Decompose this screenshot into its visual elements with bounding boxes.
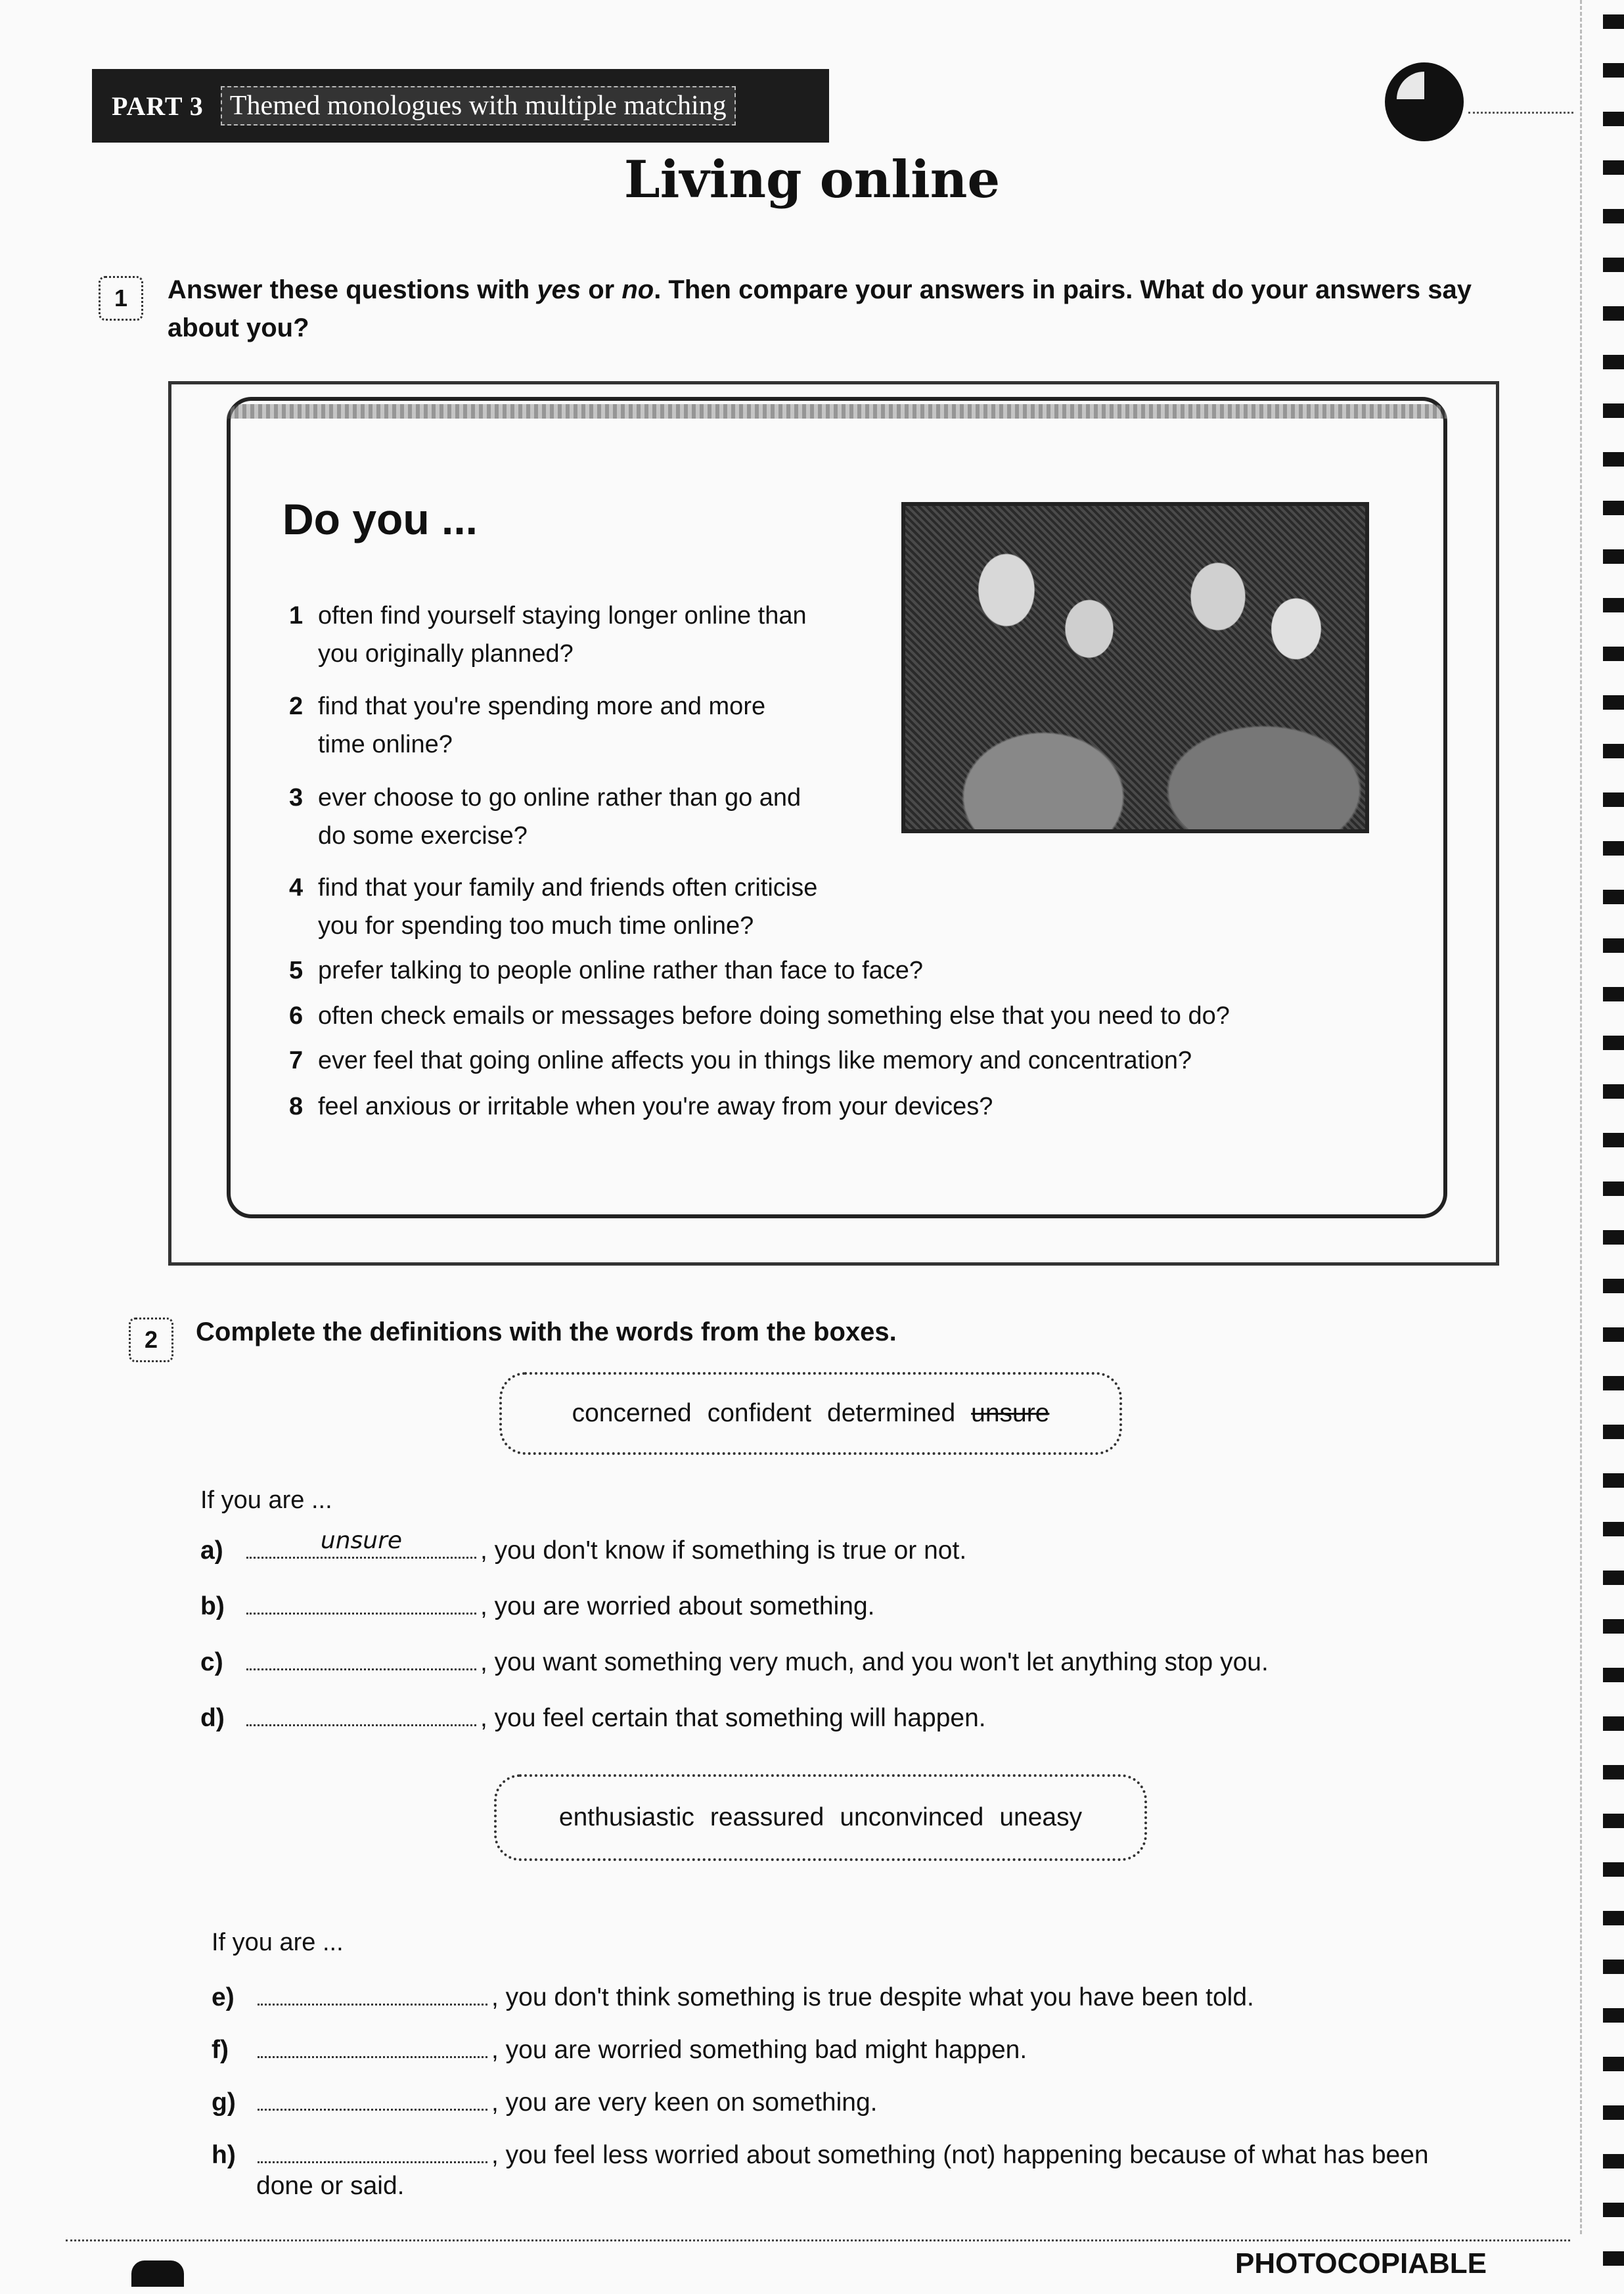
quiz-item-number: 8 — [289, 1093, 304, 1120]
photocopiable-label: PHOTOCOPIABLE — [1235, 2247, 1487, 2280]
quiz-frame-texture — [227, 404, 1447, 419]
quiz-item-2 — [289, 687, 765, 764]
answer-blank[interactable] — [258, 1975, 487, 2006]
quiz-item-number: 4 — [289, 874, 304, 902]
definition-h-continuation: done or said. — [256, 2172, 405, 2200]
quiz-item-text: find that your family and friends often criticise you for spending too much time online? — [318, 874, 818, 940]
quiz-item-4 — [289, 869, 817, 945]
part-label: PART 3 — [112, 91, 204, 121]
intro-1: If you are ... — [200, 1486, 332, 1514]
answer-blank[interactable] — [258, 2132, 487, 2163]
page-number-tab — [131, 2260, 184, 2287]
part-header — [92, 69, 829, 143]
answer-blank[interactable] — [246, 1695, 476, 1726]
definition-d — [200, 1695, 986, 1733]
answer-blank[interactable] — [246, 1528, 476, 1559]
part-subtitle: Themed monologues with multiple matching — [221, 86, 736, 126]
quiz-item-text: often check emails or messages before doing something else that you need to do? — [318, 1002, 1230, 1030]
answer-blank[interactable] — [246, 1640, 476, 1670]
definition-g — [212, 2080, 878, 2117]
intro-2: If you are ... — [212, 1929, 344, 1956]
quiz-item-text: find that you're spending more and more time online? — [318, 693, 766, 758]
quiz-item-number: 6 — [289, 1002, 304, 1030]
answer-blank[interactable] — [258, 2080, 487, 2111]
quiz-item-5 — [289, 952, 923, 990]
definition-text: , you are worried something bad might happen. — [491, 2036, 1027, 2064]
question-2-number: 2 — [129, 1318, 173, 1362]
word-option: unconvinced — [840, 1803, 984, 1831]
footer-dotted-rule — [66, 2239, 1570, 2241]
handwritten-answer: unsure — [320, 1527, 403, 1554]
word-option: concerned — [572, 1399, 692, 1427]
definition-b — [200, 1584, 875, 1621]
quiz-item-text: ever choose to go online rather than go and do some exercise? — [318, 784, 801, 850]
definition-letter: e) — [212, 1983, 235, 2011]
definition-text: , you don't know if something is true or not. — [480, 1536, 967, 1565]
quiz-item-text: prefer talking to people online rather than face to face? — [318, 957, 924, 984]
word-option: confident — [707, 1399, 812, 1427]
quiz-item-1 — [289, 597, 807, 673]
quiz-heading: Do you ... — [282, 495, 478, 543]
word-option: enthusiastic — [558, 1803, 694, 1831]
word-box-2 — [494, 1774, 1147, 1861]
answer-blank[interactable] — [246, 1584, 476, 1615]
quiz-item-number: 3 — [289, 784, 304, 812]
definition-letter: f) — [212, 2036, 229, 2064]
quiz-item-number: 1 — [289, 602, 304, 630]
word-option: unsure — [971, 1399, 1050, 1427]
quiz-item-text: feel anxious or irritable when you're away from your devices? — [318, 1093, 993, 1120]
clock-icon — [1385, 62, 1464, 141]
question-1-instruction — [168, 271, 1481, 347]
definition-letter: g) — [212, 2088, 236, 2117]
word-option: determined — [827, 1399, 956, 1427]
definition-text: , you feel less worried about something (not) happening because of what has been — [491, 2141, 1429, 2169]
definition-h — [212, 2132, 1429, 2170]
word-option: reassured — [710, 1803, 824, 1831]
definition-f — [212, 2027, 1027, 2065]
header-dotted-rule — [1468, 112, 1573, 114]
question-1-text: Answer these questions with yes or no. Then compare your answers in pairs. What do your answers say about you? — [168, 275, 1472, 342]
quiz-item-3 — [289, 779, 801, 855]
quiz-item-number: 2 — [289, 693, 304, 720]
definition-text: , you want something very much, and you won't let anything stop you. — [480, 1648, 1269, 1676]
definition-text: , you feel certain that something will happen. — [480, 1704, 986, 1732]
quiz-item-number: 5 — [289, 957, 304, 984]
definition-c — [200, 1640, 1269, 1677]
answer-blank[interactable] — [258, 2027, 487, 2058]
word-option: uneasy — [999, 1803, 1083, 1831]
word-box-1 — [499, 1372, 1122, 1455]
family-photo — [901, 502, 1369, 833]
quiz-item-6 — [289, 997, 1230, 1035]
quiz-item-text: often find yourself staying longer online than you originally planned? — [318, 602, 807, 668]
quiz-item-text: ever feel that going online affects you in things like memory and concentration? — [318, 1047, 1192, 1074]
definition-text: , you are worried about something. — [480, 1592, 875, 1620]
definition-text: , you are very keen on something. — [491, 2088, 878, 2117]
definition-letter: h) — [212, 2141, 236, 2169]
definition-letter: b) — [200, 1592, 225, 1620]
definition-letter: d) — [200, 1704, 225, 1732]
definition-a — [200, 1528, 966, 1565]
definition-letter: c) — [200, 1648, 223, 1676]
quiz-item-8 — [289, 1088, 993, 1126]
page-title: Living online — [623, 150, 1001, 210]
binding-guide-line — [1580, 0, 1584, 2234]
quiz-item-number: 7 — [289, 1047, 304, 1074]
definition-e — [212, 1975, 1254, 2012]
spiral-binding — [1603, 0, 1624, 2294]
quiz-item-7 — [289, 1042, 1192, 1080]
definition-text: , you don't think something is true despite what you have been told. — [491, 1983, 1254, 2011]
question-2-text: Complete the definitions with the words from the boxes. — [196, 1318, 897, 1346]
definition-letter: a) — [200, 1536, 223, 1565]
question-1-number: 1 — [99, 276, 143, 321]
